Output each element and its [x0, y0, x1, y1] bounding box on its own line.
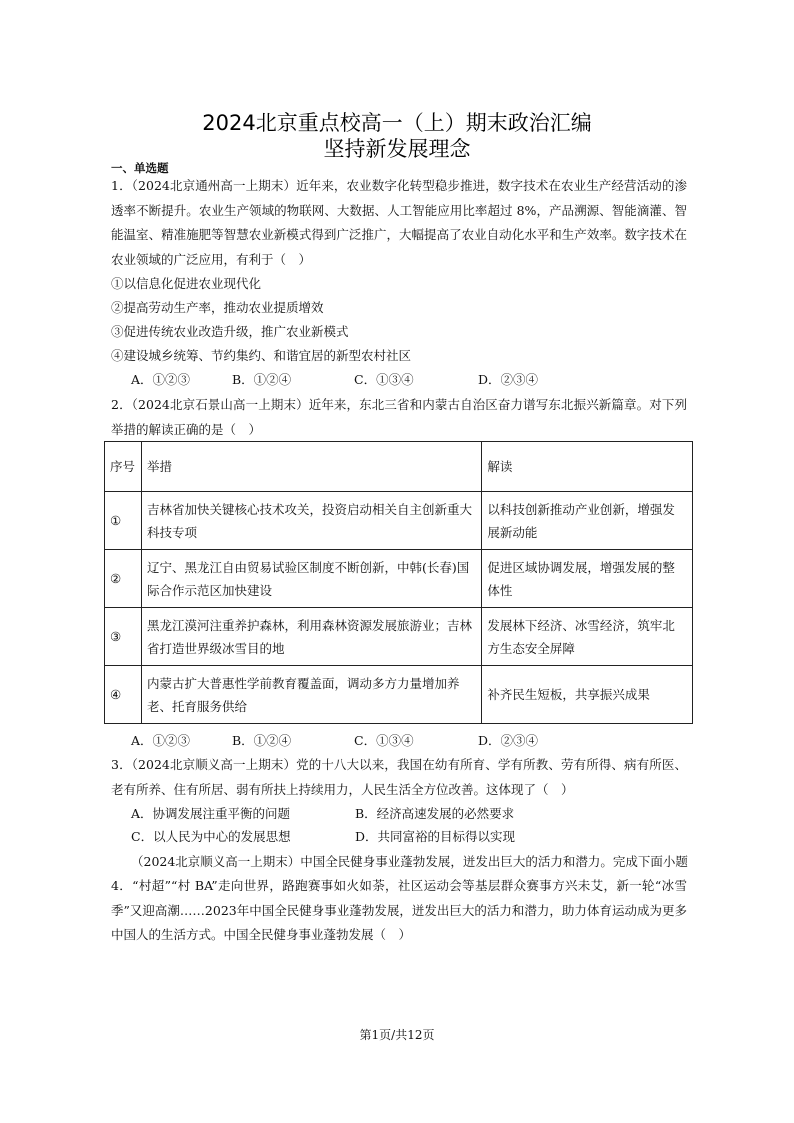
q3-option-b: B．经济高速发展的必然要求	[355, 806, 515, 821]
header-number: 序号	[105, 442, 142, 492]
q2-option-c: C．①③④	[354, 733, 414, 748]
question-4-stem: 4．“村超”“村 BA”走向世界，路跑赛事如火如荼，社区运动会等基层群众赛事方兴未艾，新一轮“冰雪季”又迎高潮……2023年中国全民健身事业蓬勃发展，迸发出巨大的活力和潜力，助力体育运动成为更多中国人的生活方式。中国全民健身事业蓬勃发展（ ）	[111, 878, 687, 942]
row-number: ③	[105, 608, 142, 666]
q3-option-c: C．以人民为中心的发展思想	[131, 829, 291, 844]
q1-item-1: ①以信息化促进农业现代化	[111, 276, 262, 291]
row-measure: 吉林省加快关键核心技术攻关，投资启动相关自主创新重大科技专项	[141, 492, 481, 550]
question-3-stem: 3．（2024北京顺义高一上期末）党的十八大以来，我国在幼有所育、学有所教、劳有所得、病有所医、老有所养、住有所居、弱有所扶上持续用力，人民生活全方位改善。这体现了（ ）	[111, 757, 687, 797]
row-reading: 促进区域协调发展，增强发展的整体性	[482, 550, 693, 608]
row-number: ①	[105, 492, 142, 550]
document-title: 2024北京重点校高一（上）期末政治汇编	[202, 111, 592, 135]
q3-option-a: A．协调发展注重平衡的问题	[131, 806, 291, 821]
row-number: ④	[105, 666, 142, 724]
q1-item-3: ③促进传统农业改造升级，推广农业新模式	[111, 324, 349, 339]
row-measure: 黑龙江漠河注重养护森林，利用森林资源发展旅游业；吉林省打造世界级冰雪目的地	[141, 608, 481, 666]
page-footer: 第1页/共12页	[359, 1028, 435, 1042]
q2-option-b: B．①②④	[232, 733, 292, 748]
question-2-stem: 2．（2024北京石景山高一上期末）近年来，东北三省和内蒙古自治区奋力谱写东北振兴新篇章。对下列举措的解读正确的是（ ）	[111, 397, 687, 437]
question-group-intro: （2024北京顺义高一上期末）中国全民健身事业蓬勃发展，迸发出巨大的活力和潜力。完成下面小题	[131, 854, 688, 869]
header-reading: 解读	[482, 442, 693, 492]
row-measure: 内蒙古扩大普惠性学前教育覆盖面，调动多方力量增加养老、托育服务供给	[141, 666, 481, 724]
row-measure: 辽宁、黑龙江自由贸易试验区制度不断创新，中韩(长春)国际合作示范区加快建设	[141, 550, 481, 608]
table-row	[105, 492, 693, 550]
q1-item-2: ②提高劳动生产率，推动农业提质增效	[111, 300, 324, 315]
q1-option-a: A．①②③	[131, 372, 191, 387]
section-heading: 一、单选题	[111, 161, 169, 175]
q2-option-a: A．①②③	[131, 733, 191, 748]
header-measure: 举措	[141, 442, 481, 492]
table-row	[105, 550, 693, 608]
row-reading: 补齐民生短板，共享振兴成果	[482, 666, 693, 724]
q1-item-4: ④建设城乡统筹、节约集约、和谐宜居的新型农村社区	[111, 348, 412, 363]
question-1-stem: 1．（2024北京通州高一上期末）近年来，农业数字化转型稳步推进，数字技术在农业生产经营活动的渗透率不断提升。农业生产领域的物联网、大数据、人工智能应用比率超过 8%，产品溯源、智能滴灌、智能温室、精准施肥等智慧农业新模式得到广泛推广，大幅提高了农业自动化水平和生产效率。数字技术在农业领域的广泛应用，有利于（ ）	[111, 178, 687, 267]
q1-option-d: D．②③④	[478, 372, 539, 387]
table-row	[105, 666, 693, 724]
q1-option-b: B．①②④	[232, 372, 292, 387]
row-number: ②	[105, 550, 142, 608]
table-row	[105, 608, 693, 666]
document-subtitle: 坚持新发展理念	[323, 137, 471, 161]
row-reading: 发展林下经济、冰雪经济，筑牢北方生态安全屏障	[482, 608, 693, 666]
row-reading: 以科技创新推动产业创新，增强发展新动能	[482, 492, 693, 550]
table-header-row	[105, 442, 693, 492]
measures-table	[104, 441, 693, 724]
q2-option-d: D．②③④	[478, 733, 539, 748]
q3-option-d: D．共同富裕的目标得以实现	[355, 829, 516, 844]
q1-option-c: C．①③④	[354, 372, 414, 387]
